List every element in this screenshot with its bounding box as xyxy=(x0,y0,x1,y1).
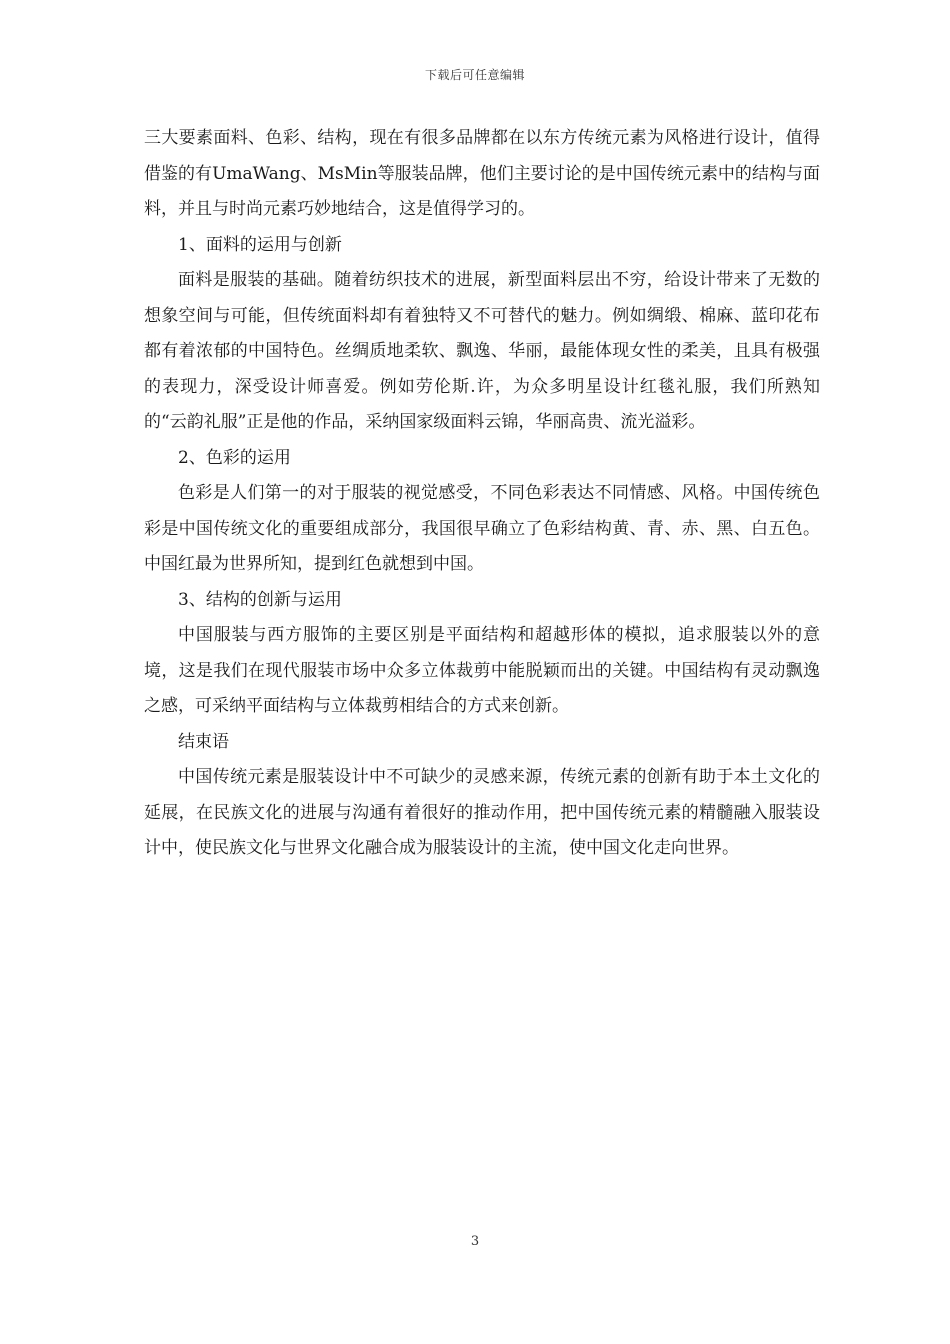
paragraph-intro: 三大要素面料、色彩、结构，现在有很多品牌都在以东方传统元素为风格进行设计，值得借鉴的有UmaWang、MsMin等服装品牌，他们主要讨论的是中国传统元素中的结构与面料，并且与时尚元素巧妙地结合，这是值得学习的。 xyxy=(144,128,820,219)
paragraph-conclusion: 中国传统元素是服装设计中不可缺少的灵感来源，传统元素的创新有助于本土文化的延展，在民族文化的进展与沟通有着很好的推动作用，把中国传统元素的精髓融入服装设计中，使民族文化与世界文化融合成为服装设计的主流，使中国文化走向世界。 xyxy=(144,767,820,858)
section-heading-conclusion: 结束语 xyxy=(178,731,229,752)
paragraph-color: 色彩是人们第一的对于服装的视觉感受，不同色彩表达不同情感、风格。中国传统色彩是中国传统文化的重要组成部分，我国很早确立了色彩结构黄、青、赤、黑、白五色。中国红最为世界所知，提到红色就想到中国。 xyxy=(144,483,820,574)
page-number: 3 xyxy=(470,1234,480,1249)
section-heading-structure: 3、结构的创新与运用 xyxy=(178,589,342,610)
page-header: 下载后可任意编辑 xyxy=(424,68,525,82)
section-heading-fabric: 1、面料的运用与创新 xyxy=(178,234,342,255)
document-body xyxy=(144,121,820,867)
paragraph-fabric: 面料是服装的基础。随着纺织技术的进展，新型面料层出不穷，给设计带来了无数的想象空间与可能，但传统面料却有着独特又不可替代的魅力。例如绸缎、棉麻、蓝印花布都有着浓郁的中国特色。丝绸质地柔软、飘逸、华丽，最能体现女性的柔美，且具有极强的表现力，深受设计师喜爱。例如劳伦斯.许，为众多明星设计红毯礼服，我们所熟知的“云韵礼服”正是他的作品，采纳国家级面料云锦，华丽高贵、流光溢彩。 xyxy=(144,270,820,432)
paragraph-structure: 中国服装与西方服饰的主要区别是平面结构和超越形体的模拟，追求服装以外的意境，这是我们在现代服装市场中众多立体裁剪中能脱颖而出的关键。中国结构有灵动飘逸之感，可采纳平面结构与立体裁剪相结合的方式来创新。 xyxy=(144,625,820,716)
section-heading-color: 2、色彩的运用 xyxy=(178,447,291,468)
